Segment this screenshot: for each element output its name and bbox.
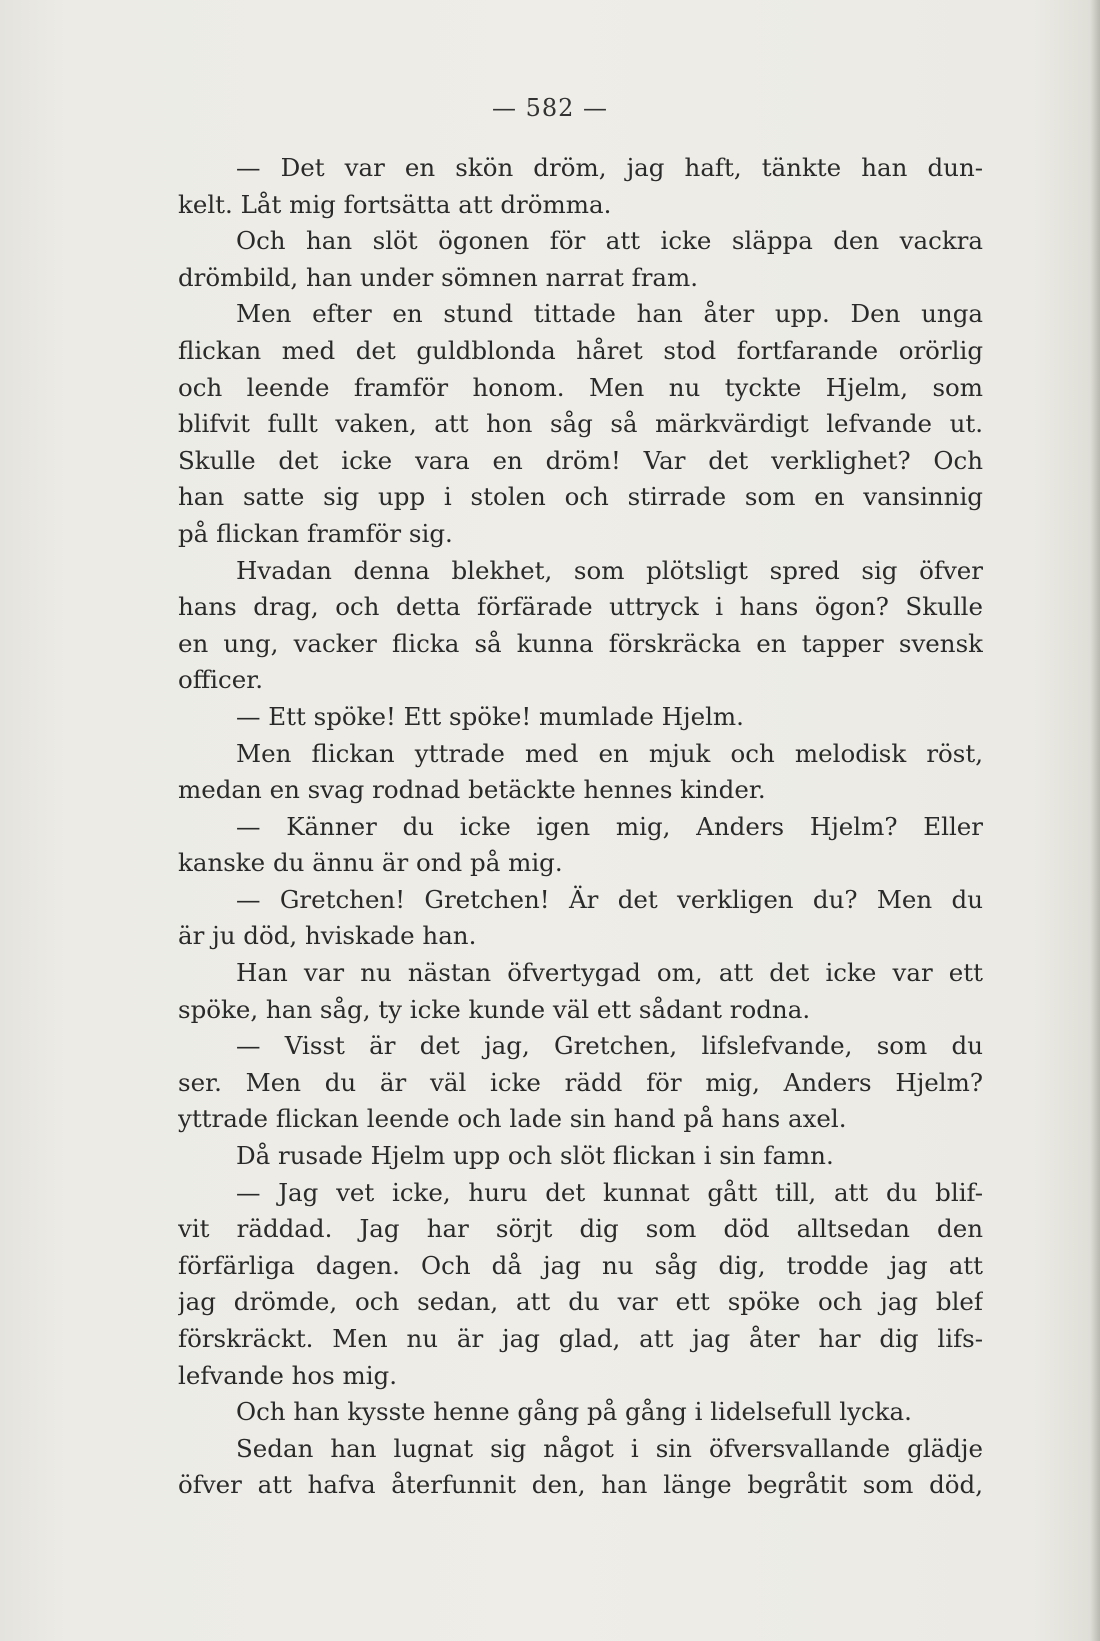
text-line: förskräckt. Men nu är jag glad, att jag åter har dig lifs- — [178, 1324, 983, 1353]
text-line: han satte sig upp i stolen och stirrade som en vansinnig — [178, 482, 983, 512]
text-line: yttrade flickan leende och lade sin hand på hans axel. — [178, 1104, 847, 1134]
text-line: — Gretchen! Gretchen! Är det verkligen du? Men du — [236, 884, 983, 914]
text-line: öfver att hafva återfunnit den, han länge begråtit som död, — [178, 1470, 983, 1500]
text-line: vit räddad. Jag har sörjt dig som död alltsedan den — [178, 1214, 983, 1244]
text-line: förfärliga dagen. Och då jag nu såg dig, trodde jag att — [178, 1250, 983, 1280]
text-line: Då rusade Hjelm upp och slöt flickan i sin famn. — [236, 1141, 834, 1171]
text-line: Men efter en stund tittade han åter upp. Den unga — [236, 299, 983, 329]
text-line: en ung, vacker flicka så kunna förskräcka en tapper svensk — [178, 628, 983, 658]
text-line: lefvande hos mig. — [178, 1360, 398, 1390]
text-line: kelt. Låt mig fortsätta att drömma. — [178, 189, 612, 219]
text-line: och leende framför honom. Men nu tyckte Hjelm, som — [178, 372, 983, 402]
text-line: Hvadan denna blekhet, som plötsligt spred sig öfver — [236, 555, 983, 585]
text-line: drömbild, han under sömnen narrat fram. — [178, 262, 699, 292]
text-line: — Det var en skön dröm, jag haft, tänkte han dun- — [236, 153, 983, 182]
text-line: Sedan han lugnat sig något i sin öfversvallande glädje — [236, 1433, 983, 1463]
text-line: på flickan framför sig. — [178, 518, 453, 548]
text-line: är ju död, hviskade han. — [178, 921, 477, 951]
page-edge-shadow — [1090, 0, 1100, 1641]
text-line: Skulle det icke vara en dröm! Var det verklighet? Och — [178, 445, 983, 475]
text-line: hans drag, och detta förfärade uttryck i hans ögon? Skulle — [178, 592, 983, 622]
text-line: Och han kysste henne gång på gång i lidelsefull lycka. — [236, 1397, 912, 1427]
text-line: — Ett spöke! Ett spöke! mumlade Hjelm. — [236, 701, 744, 731]
text-line: Och han slöt ögonen för att icke släppa den vackra — [236, 226, 983, 256]
page-number: — 582 — — [491, 94, 609, 122]
text-line: Men flickan yttrade med en mjuk och melodisk röst, — [236, 738, 983, 768]
text-line: officer. — [178, 665, 264, 695]
text-line: ser. Men du är väl icke rädd för mig, Anders Hjelm? — [178, 1067, 983, 1097]
text-line: jag drömde, och sedan, att du var ett spöke och jag blef — [178, 1287, 983, 1317]
text-line: Han var nu nästan öfvertygad om, att det icke var ett — [236, 958, 983, 988]
text-line: blifvit fullt vaken, att hon såg så märkvärdigt lefvande ut. — [178, 409, 983, 439]
text-line: medan en svag rodnad betäckte hennes kinder. — [178, 775, 766, 805]
text-line: — Jag vet icke, huru det kunnat gått till, att du blif- — [236, 1177, 983, 1207]
body-text — [178, 150, 983, 1504]
text-line: spöke, han såg, ty icke kunde väl ett sådant rodna. — [178, 994, 811, 1024]
text-line: flickan med det guldblonda håret stod fortfarande orörlig — [178, 335, 983, 365]
text-line: — Visst är det jag, Gretchen, lifslefvande, som du — [236, 1031, 983, 1061]
text-line: kanske du ännu är ond på mig. — [178, 848, 563, 878]
text-line: — Känner du icke igen mig, Anders Hjelm? Eller — [236, 811, 983, 841]
